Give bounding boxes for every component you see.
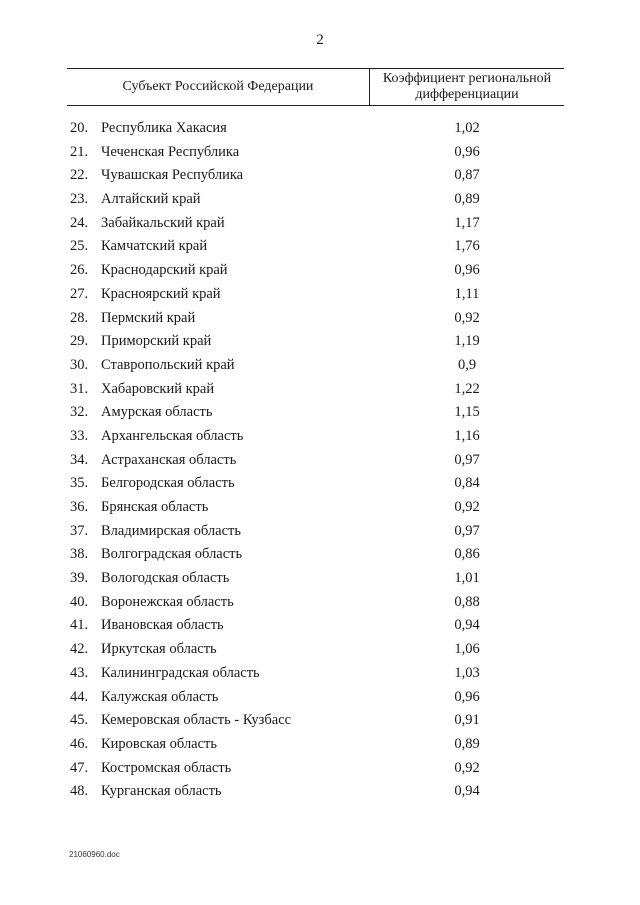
region-name: Пермский край [101,309,196,326]
row-number: 45. [70,712,89,729]
row-number: 35. [70,475,89,492]
coefficient-value: 1,11 [454,285,480,302]
region-name: Забайкальский край [101,214,225,231]
coefficient-value: 0,96 [454,262,480,279]
table-row [67,428,564,452]
table-row [67,641,564,665]
row-number: 30. [70,356,89,373]
table-row [67,404,564,428]
region-name: Воронежская область [101,593,234,610]
table-row [67,357,564,381]
table-row [67,475,564,499]
coefficient-value: 0,96 [454,688,480,705]
coefficient-value: 1,22 [454,380,480,397]
coefficient-value: 0,88 [454,593,480,610]
row-number: 31. [70,380,89,397]
row-number: 28. [70,309,89,326]
region-name: Краснодарский край [101,262,228,279]
region-name: Владимирская область [101,522,241,539]
coefficient-value: 0,84 [454,475,480,492]
table-row [67,215,564,239]
table-row [67,736,564,760]
row-number: 23. [70,191,89,208]
table-row [67,570,564,594]
coefficient-value: 1,17 [454,214,480,231]
region-name: Брянская область [101,499,209,515]
coefficient-value: 0,89 [454,735,480,752]
coefficient-value: 0,89 [454,191,480,208]
region-name: Хабаровский край [101,380,215,397]
row-number: 32. [70,404,89,421]
row-number: 29. [70,333,89,350]
row-number: 40. [70,593,89,610]
page-number: 2 [316,32,324,48]
table-row [67,689,564,713]
table-row [67,238,564,262]
row-number: 36. [70,499,89,515]
coefficient-value: 0,94 [454,617,480,634]
row-number: 38. [70,546,89,563]
region-name: Амурская область [101,404,213,421]
row-number: 39. [70,570,89,587]
row-number: 37. [70,522,89,539]
coefficient-value: 0,94 [454,783,480,800]
table-row [67,712,564,736]
coefficient-value: 1,01 [454,570,480,587]
coefficient-value: 1,15 [454,404,480,421]
coefficient-value: 1,02 [454,120,480,136]
header-coefficient [370,71,564,103]
coefficient-table [67,68,564,800]
coefficient-value: 0,87 [454,167,480,184]
table-row [67,523,564,547]
header-coefficient-line1: Коэффициент региональной [382,71,552,86]
row-number: 24. [70,214,89,231]
coefficient-value: 0,92 [454,759,480,776]
document-filename: 21060960.doc [69,850,120,859]
table-row [67,760,564,784]
region-name: Кировская область [101,735,218,752]
region-name: Ставропольский край [101,356,235,373]
row-number: 43. [70,664,89,681]
row-number: 22. [70,167,89,184]
row-number: 34. [70,451,89,468]
coefficient-value: 1,03 [454,664,480,681]
region-name: Красноярский край [101,285,221,302]
table-row [67,783,564,807]
region-name: Алтайский край [101,191,201,208]
table-row [67,594,564,618]
coefficient-value: 0,97 [454,522,480,539]
region-name: Вологодская область [101,570,230,587]
table-header [67,68,564,106]
table-row [67,617,564,641]
row-number: 46. [70,735,89,752]
coefficient-value: 1,16 [454,427,480,444]
region-name: Астраханская область [101,451,237,468]
table-row [67,381,564,405]
coefficient-value: 0,91 [454,712,480,729]
table-row [67,144,564,168]
region-name: Камчатский край [101,238,208,255]
coefficient-value: 0,96 [454,143,480,160]
table-row [67,499,564,523]
row-number: 41. [70,617,89,634]
row-number: 27. [70,285,89,302]
table-row [67,665,564,689]
region-name: Ивановская область [101,617,224,634]
row-number: 48. [70,783,89,800]
table-row [67,546,564,570]
coefficient-value: 0,92 [454,309,480,326]
region-name: Волгоградская область [101,546,243,563]
coefficient-value: 1,19 [454,333,480,350]
table-row [67,167,564,191]
table-row [67,191,564,215]
coefficient-value: 1,06 [454,641,480,658]
region-name: Калининградская область [101,664,260,681]
row-number: 44. [70,688,89,705]
region-name: Чувашская Республика [101,167,244,184]
table-row [67,120,564,144]
region-name: Иркутская область [101,641,217,658]
region-name: Белгородская область [101,475,235,492]
coefficient-value: 0,86 [454,546,480,563]
coefficient-value: 0,97 [454,451,480,468]
region-name: Архангельская область [101,427,244,444]
row-number: 33. [70,427,89,444]
region-name: Чеченская Республика [101,143,240,160]
table-row [67,452,564,476]
row-number: 42. [70,641,89,658]
coefficient-value: 1,76 [454,238,480,255]
region-name: Кемеровская область - Кузбасс [101,712,292,729]
table-row [67,333,564,357]
row-number: 47. [70,759,89,776]
region-name: Республика Хакасия [101,120,227,136]
region-name: Курганская область [101,783,222,800]
coefficient-value: 0,9 [457,356,477,373]
region-name: Костромская область [101,759,232,776]
region-name: Калужская область [101,688,219,705]
header-subject: Субъект Российской Федерации [122,79,314,94]
row-number: 26. [70,262,89,279]
row-number: 20. [70,120,89,136]
table-row [67,310,564,334]
region-name: Приморский край [101,333,212,350]
table-row [67,262,564,286]
row-number: 21. [70,143,89,160]
table-body [67,120,564,807]
header-coefficient-line2: дифференциации [415,87,519,102]
row-number: 25. [70,238,89,255]
coefficient-value: 0,92 [454,499,480,515]
table-row [67,286,564,310]
